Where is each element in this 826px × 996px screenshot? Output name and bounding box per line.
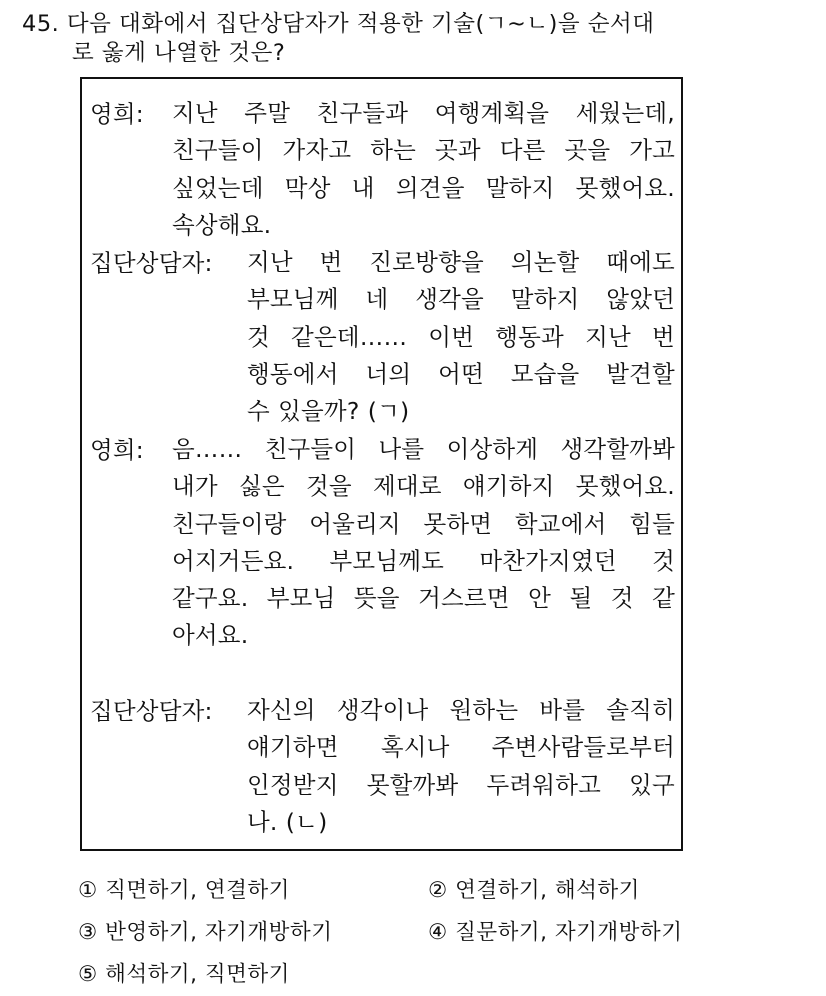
utterance-line: 수 있을까? (ㄱ) xyxy=(247,397,410,426)
utterance-line: 지난 주말 친구들과 여행계획을 세웠는데, xyxy=(172,99,675,127)
question-line-1: 45. 다음 대화에서 집단상담자가 적용한 기술(ㄱ~ㄴ)을 순서대 xyxy=(22,11,655,37)
utterance xyxy=(247,692,675,841)
option-row xyxy=(78,870,818,912)
utterance-line: 친구들이 가자고 하는 곳과 다른 곳을 가고 xyxy=(172,136,675,165)
question-stem xyxy=(22,10,812,68)
utterance-line: 부모님께 네 생각을 말하지 않았던 xyxy=(247,285,675,314)
utterance-line: 속상해요. xyxy=(172,210,272,239)
utterance-line: 음…… 친구들이 나를 이상하게 생각할까봐 xyxy=(172,435,675,463)
utterance-line: 내가 싫은 것을 제대로 얘기하지 못했어요. xyxy=(172,472,675,501)
utterance-line: 같구요. 부모님 뜻을 거스르면 안 될 것 같 xyxy=(172,584,675,613)
option-2[interactable]: ② 연결하기, 해석하기 xyxy=(428,878,640,903)
option-row xyxy=(78,912,818,954)
option-row xyxy=(78,954,818,996)
utterance-line: 얘기하면 혹시나 주변사람들로부터 xyxy=(247,733,675,762)
option-1[interactable]: ① 직면하기, 연결하기 xyxy=(78,878,290,903)
speaker-label: 영희: xyxy=(90,436,144,464)
utterance-line: 아서요. xyxy=(172,621,249,650)
dialogue-box xyxy=(80,77,683,851)
option-5[interactable]: ⑤ 해석하기, 직면하기 xyxy=(78,962,290,987)
utterance-line: 것 같은데…… 이번 행동과 지난 번 xyxy=(247,322,675,351)
speaker-label: 집단상담자: xyxy=(90,697,213,725)
utterance-line: 어지거든요. 부모님께도 마찬가지였던 것 xyxy=(172,546,675,575)
utterance xyxy=(172,95,675,244)
question-line-2: 로 옳게 나열한 것은? xyxy=(72,40,286,66)
utterance-line: 행동에서 너의 어떤 모습을 발견할 xyxy=(247,359,675,388)
option-3[interactable]: ③ 반영하기, 자기개방하기 xyxy=(78,920,333,945)
option-4[interactable]: ④ 질문하기, 자기개방하기 xyxy=(428,920,683,945)
utterance-line: 나. (ㄴ) xyxy=(247,807,328,836)
speaker-label: 영희: xyxy=(90,100,144,128)
utterance xyxy=(247,244,675,430)
utterance xyxy=(172,431,675,655)
utterance-line: 자신의 생각이나 원하는 바를 솔직히 xyxy=(247,696,675,724)
utterance-line: 친구들이랑 어울리지 못하면 학교에서 힘들 xyxy=(172,509,675,538)
answer-options xyxy=(78,870,818,996)
speaker-label: 집단상담자: xyxy=(90,249,213,277)
utterance-line: 인정받지 못할까봐 두려워하고 있구 xyxy=(247,770,675,799)
utterance-line: 지난 번 진로방향을 의논할 때에도 xyxy=(247,248,675,276)
utterance-line: 싶었는데 막상 내 의견을 말하지 못했어요. xyxy=(172,173,675,202)
